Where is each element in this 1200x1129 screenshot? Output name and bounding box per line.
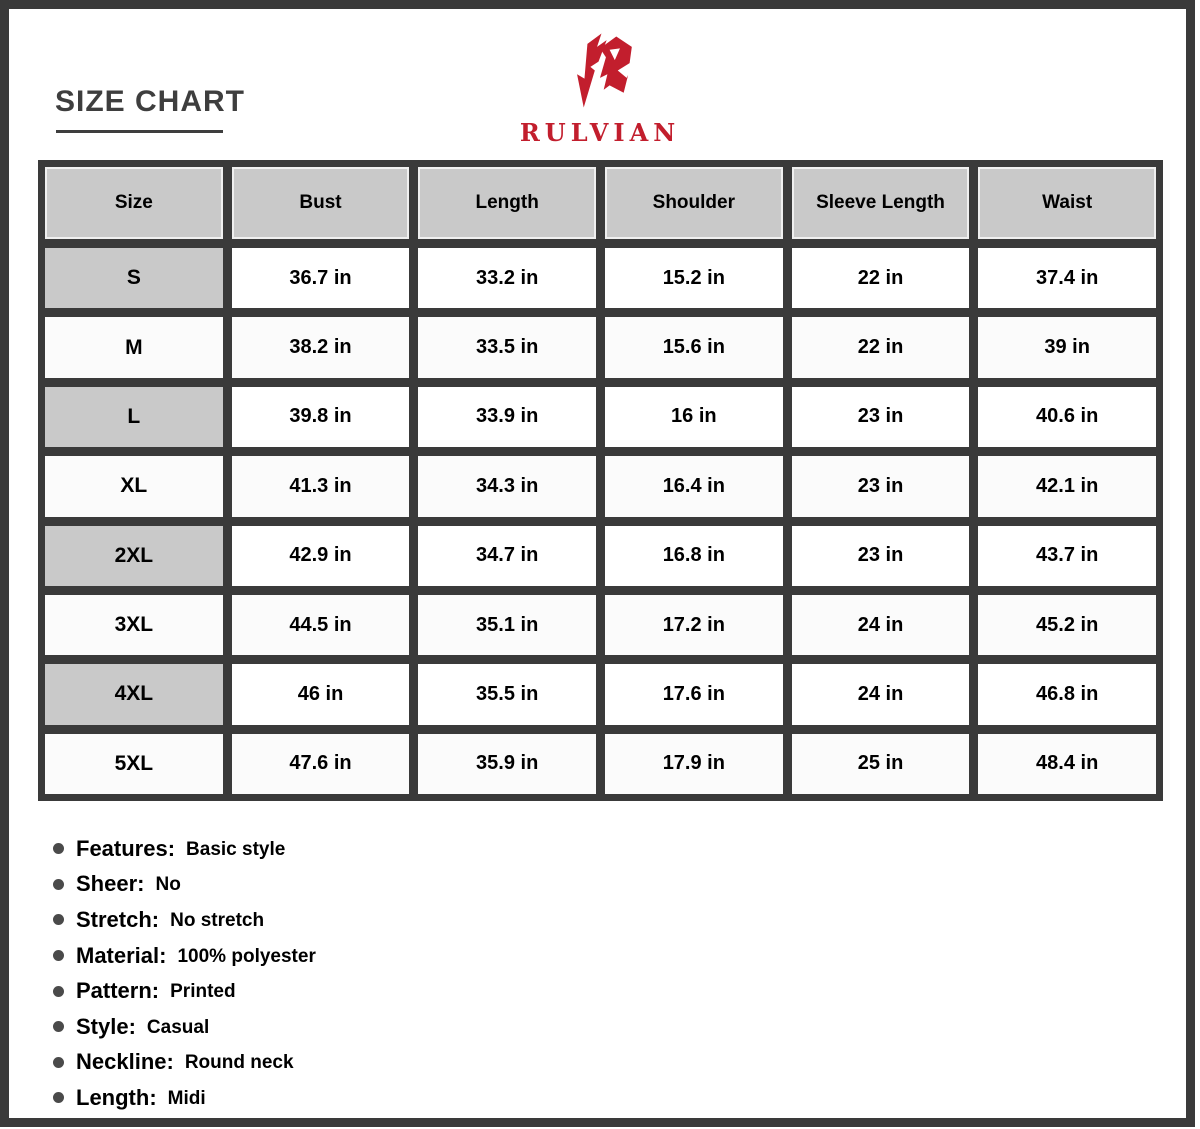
value-cell: 23 in xyxy=(792,456,970,516)
size-cell: 5XL xyxy=(45,734,223,794)
detail-label: Stretch: xyxy=(76,906,160,932)
value-cell: 46 in xyxy=(232,664,410,724)
bullet-icon xyxy=(53,843,64,854)
value-cell: 16.8 in xyxy=(605,526,783,586)
detail-label: Neckline: xyxy=(76,1049,174,1075)
column-header-shoulder: Shoulder xyxy=(605,167,783,239)
value-cell: 17.9 in xyxy=(605,734,783,794)
value-cell: 33.5 in xyxy=(418,317,596,377)
column-header-length: Length xyxy=(418,167,596,239)
detail-value: Casual xyxy=(146,1016,210,1038)
detail-item-sheer xyxy=(53,867,316,903)
size-cell: XL xyxy=(45,456,223,516)
page-title: SIZE CHART xyxy=(55,85,245,118)
value-cell: 34.3 in xyxy=(418,456,596,516)
value-cell: 42.9 in xyxy=(232,526,410,586)
bullet-icon xyxy=(53,950,64,961)
detail-value: Basic style xyxy=(186,838,286,860)
value-cell: 16.4 in xyxy=(605,456,783,516)
detail-label: Sheer: xyxy=(76,871,145,897)
value-cell: 39 in xyxy=(978,317,1156,377)
detail-item-style xyxy=(53,1009,316,1045)
detail-item-material xyxy=(53,938,316,974)
size-cell: 2XL xyxy=(45,526,223,586)
size-cell: 3XL xyxy=(45,595,223,655)
value-cell: 23 in xyxy=(792,387,970,447)
value-cell: 46.8 in xyxy=(978,664,1156,724)
detail-item-stretch xyxy=(53,902,316,938)
value-cell: 35.5 in xyxy=(418,664,596,724)
value-cell: 34.7 in xyxy=(418,526,596,586)
value-cell: 41.3 in xyxy=(232,456,410,516)
detail-value: No stretch xyxy=(170,909,265,931)
value-cell: 25 in xyxy=(792,734,970,794)
value-cell: 23 in xyxy=(792,526,970,586)
bullet-icon xyxy=(53,879,64,890)
value-cell: 36.7 in xyxy=(232,248,410,308)
value-cell: 38.2 in xyxy=(232,317,410,377)
detail-label: Length: xyxy=(76,1084,157,1110)
detail-item-neckline xyxy=(53,1045,316,1081)
detail-label: Features: xyxy=(76,835,176,861)
brand-logo xyxy=(0,32,1200,145)
detail-label: Material: xyxy=(76,942,167,968)
rulvian-logo-icon xyxy=(563,32,637,112)
column-header-sleeve-length: Sleeve Length xyxy=(792,167,970,239)
detail-label: Pattern: xyxy=(76,978,160,1004)
detail-value: No xyxy=(155,874,181,896)
value-cell: 42.1 in xyxy=(978,456,1156,516)
bullet-icon xyxy=(53,1021,64,1032)
value-cell: 45.2 in xyxy=(978,595,1156,655)
column-header-size: Size xyxy=(45,167,223,239)
value-cell: 48.4 in xyxy=(978,734,1156,794)
detail-value: Midi xyxy=(167,1087,206,1109)
detail-value: Printed xyxy=(170,981,236,1003)
product-details-list xyxy=(53,831,316,1116)
size-cell: M xyxy=(45,317,223,377)
column-header-bust: Bust xyxy=(232,167,410,239)
size-cell: S xyxy=(45,248,223,308)
value-cell: 15.6 in xyxy=(605,317,783,377)
value-cell: 47.6 in xyxy=(232,734,410,794)
bullet-icon xyxy=(53,986,64,997)
value-cell: 16 in xyxy=(605,387,783,447)
value-cell: 22 in xyxy=(792,317,970,377)
value-cell: 35.1 in xyxy=(418,595,596,655)
value-cell: 37.4 in xyxy=(978,248,1156,308)
column-header-waist: Waist xyxy=(978,167,1156,239)
value-cell: 43.7 in xyxy=(978,526,1156,586)
value-cell: 17.2 in xyxy=(605,595,783,655)
value-cell: 22 in xyxy=(792,248,970,308)
detail-value: Round neck xyxy=(184,1052,294,1074)
value-cell: 33.2 in xyxy=(418,248,596,308)
detail-item-length xyxy=(53,1080,316,1116)
detail-item-features xyxy=(53,831,316,867)
detail-label: Style: xyxy=(76,1013,136,1039)
bullet-icon xyxy=(53,1092,64,1103)
value-cell: 39.8 in xyxy=(232,387,410,447)
value-cell: 24 in xyxy=(792,595,970,655)
detail-item-pattern xyxy=(53,973,316,1009)
value-cell: 24 in xyxy=(792,664,970,724)
detail-value: 100% polyester xyxy=(177,945,316,967)
bullet-icon xyxy=(53,914,64,925)
value-cell: 33.9 in xyxy=(418,387,596,447)
size-table xyxy=(38,160,1163,801)
bullet-icon xyxy=(53,1057,64,1068)
brand-name: RULVIAN xyxy=(519,118,681,147)
size-cell: 4XL xyxy=(45,664,223,724)
value-cell: 40.6 in xyxy=(978,387,1156,447)
value-cell: 17.6 in xyxy=(605,664,783,724)
value-cell: 15.2 in xyxy=(605,248,783,308)
value-cell: 35.9 in xyxy=(418,734,596,794)
size-cell: L xyxy=(45,387,223,447)
value-cell: 44.5 in xyxy=(232,595,410,655)
